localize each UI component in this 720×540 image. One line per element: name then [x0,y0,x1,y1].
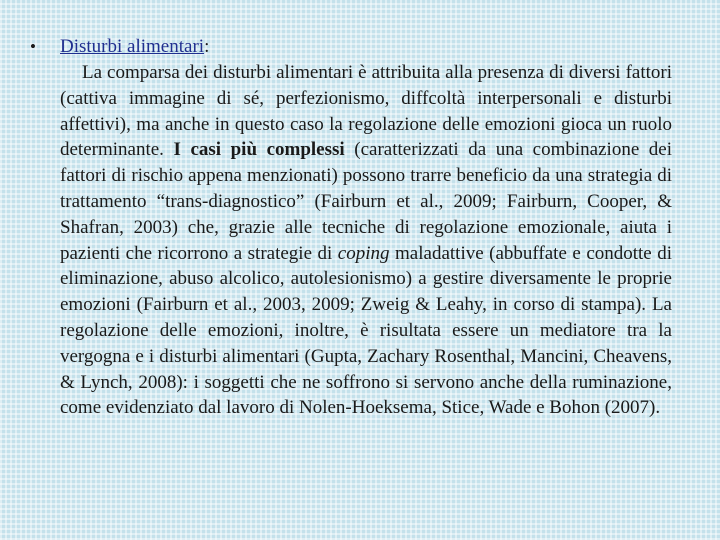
slide-content [30,34,672,421]
heading-colon: : [204,36,210,57]
body-text-part-1: La comparsa dei disturbi alimentari è attribuita alla presenza di diversi fattori (cattiva immagine di sé, perfezionismo, diffcoltà interpersonali e disturbi affettivi), ma anche in questo caso la regolazione delle emozioni gioca un ruolo determinante. [60,62,672,161]
body-paragraph [60,60,672,421]
bullet-marker: • [30,37,36,56]
heading-link[interactable]: Disturbi alimentari [60,36,205,57]
bullet-heading [30,34,672,60]
body-bold-text: I casi più complessi [173,139,345,161]
body-text-part-3: maladattive (abbuffate e condotte di eliminazione, abuso alcolico, autolesionismo) a gestire diversamente le proprie emozioni (Fairburn et al., 2003, 2009; Zweig & Leahy, in corso di stampa). La regolazione delle emozioni, inoltre, è risultata essere un mediatore tra la vergogna e i disturbi alimentari (Gupta, Zachary Rosenthal, Mancini, Cheavens, & Lynch, 2008): i soggetti che ne soffrono si servono anche della ruminazione, come evidenziato dal lavoro di Nolen-Hoeksema, Stice, Wade e Bohon (2007). [60,242,673,419]
body-text-part-2: (caratterizzati da una combinazione dei fattori di rischio appena menzionati) possono trarre beneficio da una strategia di trattamento “trans-diagnostico” (Fairburn et al., 2009; Fairburn, Cooper, & Shafran, 2003) che, grazie alle tecniche di regolazione emozionale, aiuta i pazienti che ricorrono a strategie di [60,139,673,264]
body-italic-text: coping [337,242,390,264]
